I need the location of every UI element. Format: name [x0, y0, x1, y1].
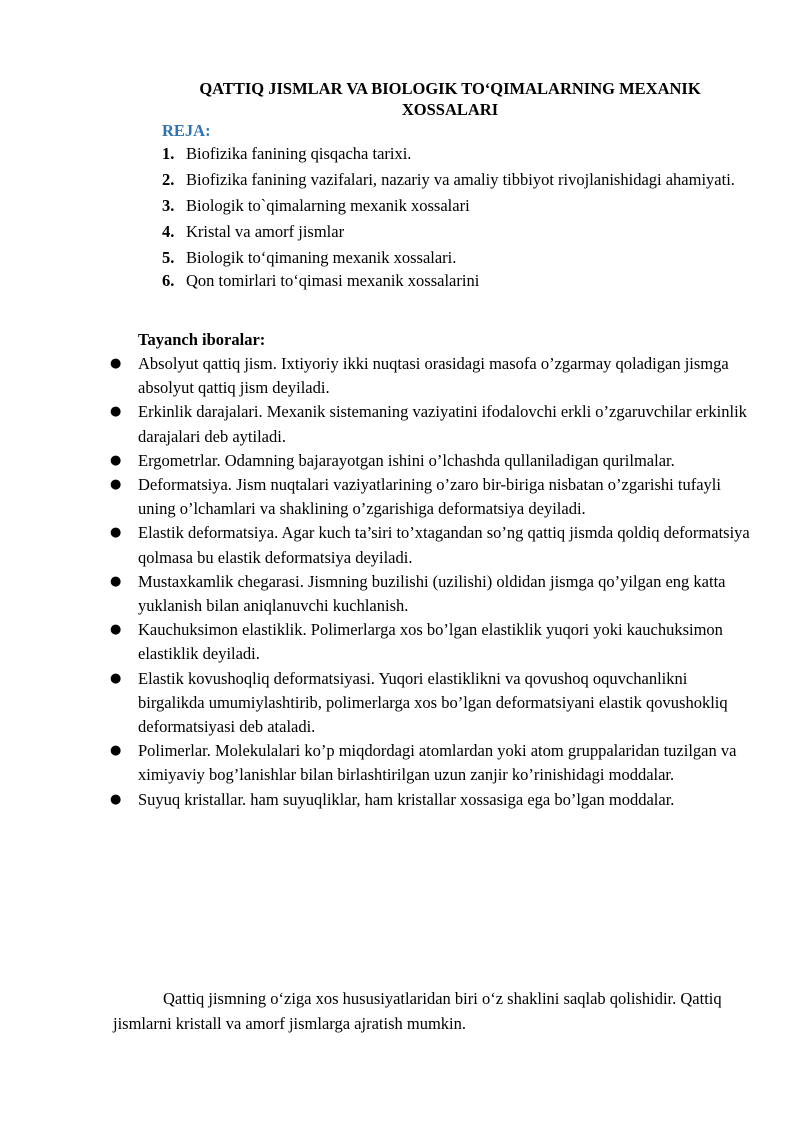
- key-term-item: [110, 352, 750, 400]
- plan-item-number: 6.: [162, 271, 175, 290]
- key-term-name: Suyuq kristallar.: [138, 789, 247, 809]
- key-term-name: Kauchuksimon elastiklik.: [138, 620, 307, 640]
- bullet-icon: ●: [110, 573, 122, 589]
- bullet-icon: ●: [110, 743, 122, 759]
- key-term-item: [110, 788, 750, 812]
- key-term-definition: Yuqori elastiklikni va qovushoq oquvchanlikni birgalikda umumiylashtirib, polimerlarga xos bo’lgan deformatsiyani elastik qovushokliq deformatsiyasi deb ataladi.: [138, 668, 728, 737]
- key-term-name: Deformatsiya.: [138, 475, 232, 495]
- plan-item: [162, 168, 762, 192]
- plan-item-number: 5.: [162, 248, 175, 267]
- bullet-icon: ●: [110, 477, 122, 493]
- key-term-definition: Odamning bajarayotgan ishini o’lchashda qullaniladigan qurilmalar.: [224, 450, 675, 470]
- key-term-name: Elastik kovushoqliq deformatsiyasi.: [138, 668, 375, 688]
- key-term-item: [110, 739, 750, 787]
- key-term-name: Elastik deformatsiya.: [138, 523, 279, 543]
- key-term-name: Absolyut qattiq jism.: [138, 354, 277, 373]
- key-term-definition: Molekulalari ko’p miqdordagi atomlardan yoki atom gruppalaridan tuzilgan va ximiyaviy bog’lanishlar bilan birlashtirilgan uzun zanjir ko’rinishidagi moddalar.: [138, 741, 737, 785]
- plan-list: [162, 142, 762, 291]
- key-term-definition: Mexanik sistemaning vaziyatini ifodalovchi erkli o’zgaruvchilar erkinlik darajalari deb aytiladi.: [138, 402, 747, 446]
- key-term-item: [110, 667, 750, 740]
- plan-item: [162, 142, 762, 166]
- plan-item-text: Biofizika fanining qisqacha tarixi.: [186, 144, 412, 163]
- plan-heading: REJA:: [162, 121, 211, 140]
- plan-item: [162, 194, 762, 218]
- key-term-name: Ergometrlar.: [138, 450, 221, 470]
- key-term-item: [110, 570, 750, 618]
- key-term-definition: Jism nuqtalari vaziyatlarining o’zaro bir-biriga nisbatan o’zgarishi tufayli uning o’lchamlari va shaklining o’zgarishiga deformatsiya deyiladi.: [138, 475, 721, 519]
- key-term-definition: Agar kuch ta’siri to’xtagandan so’ng qattiq jismda qoldiq deformatsiya qolmasa bu elastik deformatsiya deyiladi.: [138, 523, 750, 567]
- plan-item-number: 1.: [162, 144, 175, 163]
- bullet-icon: ●: [110, 356, 122, 371]
- key-term-definition: Polimerlarga xos bo’lgan elastiklik yuqori yoki kauchuksimon elastiklik deyiladi.: [138, 620, 723, 664]
- key-term-item: [110, 618, 750, 666]
- plan-item-text: Qon tomirlari to‘qimasi mexanik xossalarini: [186, 271, 480, 290]
- plan-item: [162, 246, 762, 270]
- plan-item-text: Kristal va amorf jismlar: [186, 222, 345, 241]
- bullet-icon: ●: [110, 452, 122, 468]
- plan-item-text: Biofizika fanining vazifalari, nazariy va amaliy tibbiyot rivojlanishidagi ahamiyati.: [186, 170, 735, 189]
- plan-item-number: 3.: [162, 196, 175, 215]
- key-terms-heading: Tayanch iboralar:: [138, 330, 266, 349]
- plan-item-text: Biologik to`qimalarning mexanik xossalari: [186, 196, 470, 215]
- key-term-name: Mustaxkamlik chegarasi.: [138, 571, 304, 591]
- key-term-definition: Ixtiyoriy ikki nuqtasi orasidagi masofa o’zgarmay qoladigan jismga absolyut qattiq jism deyiladi.: [138, 354, 729, 398]
- bullet-icon: ●: [110, 670, 122, 686]
- key-terms-list: [110, 352, 750, 812]
- body-paragraph-text: Qattiq jismning o‘ziga xos hususiyatlaridan biri o‘z shaklini saqlab qolishidir. Qattiq jismlarni kristall va amorf jismlarga ajratish mumkin.: [113, 989, 722, 1033]
- document-title: QATTIQ JISMLAR VA BIOLOGIK TO‘QIMALARNING MEXANIK XOSSALARI: [199, 79, 701, 119]
- body-paragraph: [113, 986, 753, 1036]
- key-term-item: [110, 400, 750, 448]
- bullet-icon: ●: [110, 622, 122, 638]
- key-term-item: [110, 449, 750, 473]
- key-term-item: [110, 473, 750, 521]
- key-term-name: Polimerlar.: [138, 741, 211, 761]
- plan-item: [162, 220, 762, 244]
- key-term-definition: ham suyuqliklar, ham kristallar xossasiga ega bo’lgan moddalar.: [250, 789, 675, 809]
- bullet-icon: ●: [110, 525, 122, 541]
- key-term-name: Erkinlik darajalari.: [138, 402, 263, 422]
- bullet-icon: ●: [110, 404, 122, 420]
- plan-item-number: 2.: [162, 170, 175, 189]
- plan-item: [162, 270, 762, 291]
- plan-item-number: 4.: [162, 222, 175, 241]
- bullet-icon: ●: [110, 791, 122, 807]
- plan-item-text: Biologik to‘qimaning mexanik xossalari.: [186, 248, 457, 267]
- key-term-definition: Jismning buzilishi (uzilishi) oldidan jismga qo’yilgan eng katta yuklanish bilan aniqlanuvchi kuchlanish.: [138, 571, 726, 616]
- key-term-item: [110, 521, 750, 569]
